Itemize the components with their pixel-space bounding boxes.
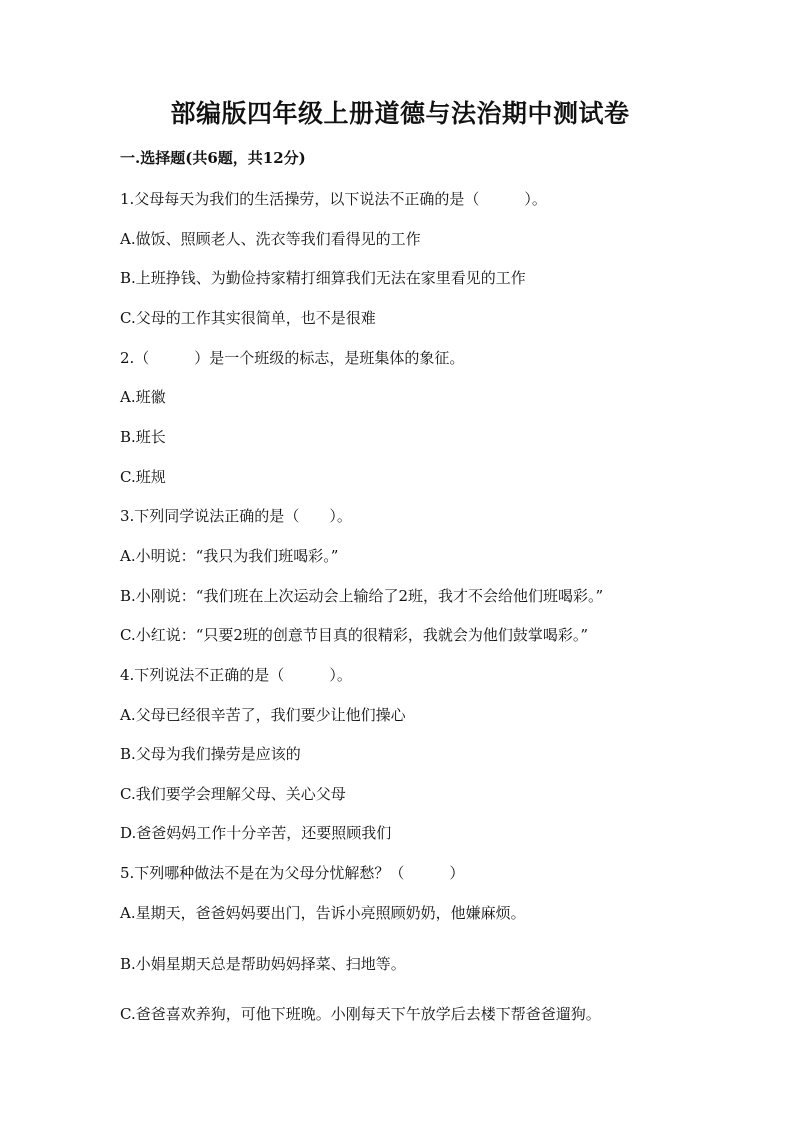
question-1-option-c: C.父母的工作其实很简单，也不是很难 [120,309,376,327]
question-2-option-a: A.班徽 [120,388,166,406]
question-3-stem: 3.下列同学说法正确的是（ ）。 [120,507,352,525]
question-4-option-a: A.父母已经很辛苦了，我们要少让他们操心 [120,706,406,724]
question-3-option-b: B.小刚说：“我们班在上次运动会上输给了2班，我才不会给他们班喝彩。” [120,587,604,605]
question-4-option-b: B.父母为我们操劳是应该的 [120,745,301,763]
question-3-option-a: A.小明说：“我只为我们班喝彩。” [120,547,339,565]
question-3-option-c: C.小红说：“只要2班的创意节目真的很精彩，我就会为他们鼓掌喝彩。” [120,626,589,644]
question-4-option-d: D.爸爸妈妈工作十分辛苦，还要照顾我们 [120,824,392,842]
question-5-option-a: A.星期天，爸爸妈妈要出门，告诉小亮照顾奶奶，他嫌麻烦。 [120,904,526,922]
question-4-stem: 4.下列说法不正确的是（ ）。 [120,666,352,684]
question-5-option-b: B.小娟星期天总是帮助妈妈择菜、扫地等。 [120,955,406,973]
page-title: 部编版四年级上册道德与法治期中测试卷 [170,99,630,128]
question-2-option-c: C.班规 [120,468,166,486]
question-5-option-c: C.爸爸喜欢养狗，可他下班晚。小刚每天下午放学后去楼下帮爸爸遛狗。 [120,1005,601,1023]
section-heading: 一.选择题(共6题，共12分) [120,149,306,167]
question-4-option-c: C.我们要学会理解父母、关心父母 [120,785,346,803]
question-5-stem: 5.下列哪种做法不是在为父母分忧解愁？（ ） [120,864,465,882]
question-2-option-b: B.班长 [120,428,166,446]
question-2-stem: 2.（ ）是一个班级的标志，是班集体的象征。 [120,349,465,367]
question-1-stem: 1.父母每天为我们的生活操劳，以下说法不正确的是（ ）。 [120,190,547,208]
question-1-option-b: B.上班挣钱、为勤俭持家精打细算我们无法在家里看见的工作 [120,269,526,287]
question-1-option-a: A.做饭、照顾老人、洗衣等我们看得见的工作 [120,230,421,248]
